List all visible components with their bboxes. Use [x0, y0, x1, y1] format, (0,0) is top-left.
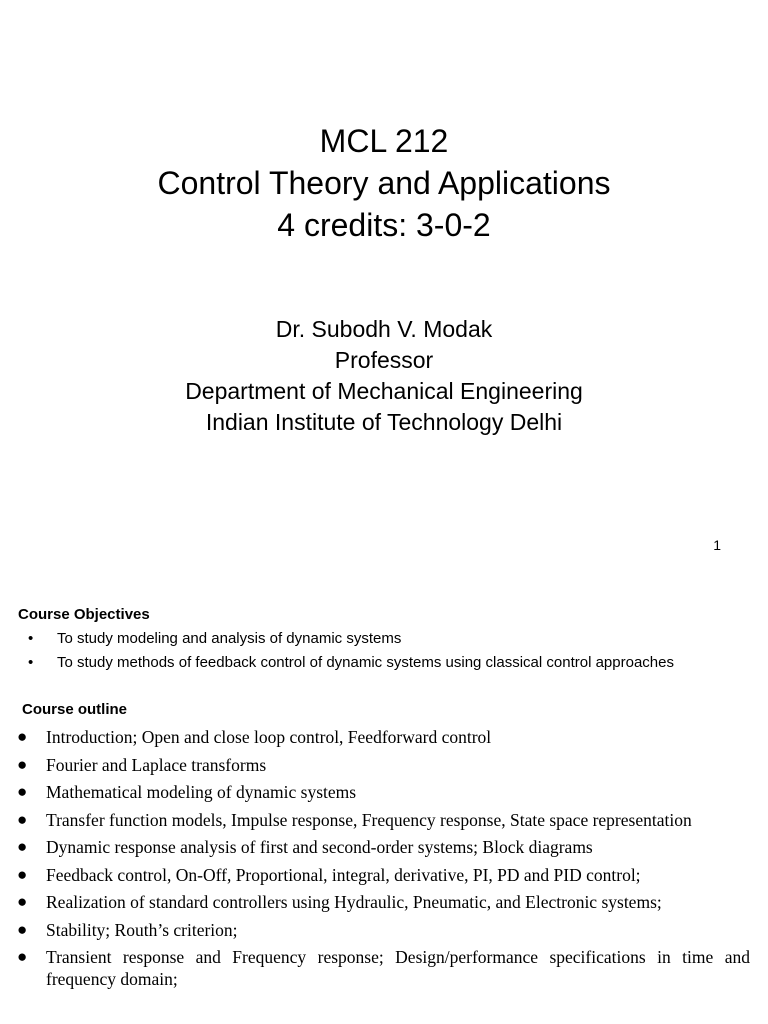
outline-text: Transient response and Frequency response; Design/performance specifications in time and frequency domain; [46, 947, 750, 989]
outline-item [0, 946, 768, 990]
bullet-icon: • [28, 654, 34, 671]
outline-item [0, 781, 768, 803]
outline-text: Dynamic response analysis of first and second-order systems; Block diagrams [46, 837, 593, 857]
outline-heading: Course outline [22, 701, 128, 718]
objective-text: To study modeling and analysis of dynamic systems [57, 630, 402, 647]
bullet-icon: ● [17, 892, 28, 911]
bullet-icon: ● [17, 837, 28, 856]
author-department: Department of Mechanical Engineering [185, 378, 583, 404]
bullet-icon: ● [17, 754, 28, 774]
outline-text: Introduction; Open and close loop control, Feedforward control [46, 727, 492, 747]
outline-item [0, 836, 768, 858]
objectives-list [0, 629, 768, 677]
bullet-icon: ● [17, 727, 28, 746]
course-name: Control Theory and Applications [157, 165, 611, 201]
outline-item [0, 919, 768, 941]
page-number: 1 [713, 537, 721, 553]
outline-item [0, 726, 768, 748]
outline-text: Stability; Routh’s criterion; [46, 919, 238, 940]
bullet-icon: ● [17, 864, 28, 884]
objectives-heading: Course Objectives [18, 606, 150, 623]
bullet-icon: ● [17, 782, 28, 801]
outline-text: Fourier and Laplace transforms [46, 754, 267, 775]
author-block [0, 314, 768, 438]
course-code: MCL 212 [319, 123, 449, 159]
outline-text: Mathematical modeling of dynamic systems [46, 782, 357, 802]
outline-text: Realization of standard controllers using Hydraulic, Pneumatic, and Electronic systems; [46, 892, 662, 912]
outline-item [0, 891, 768, 913]
bullet-icon: • [28, 630, 34, 647]
objective-item [0, 629, 768, 649]
outline-text: Feedback control, On-Off, Proportional, integral, derivative, PI, PD and PID control; [46, 864, 641, 885]
course-title-block [0, 120, 768, 246]
author-institute: Indian Institute of Technology Delhi [205, 409, 563, 435]
outline-text: Transfer function models, Impulse response, Frequency response, State space representation [46, 809, 692, 830]
author-position: Professor [334, 347, 434, 373]
course-credits: 4 credits: 3-0-2 [277, 207, 491, 243]
bullet-icon: ● [17, 919, 28, 939]
outline-item [0, 754, 768, 776]
objective-item [0, 653, 768, 673]
outline-item [0, 864, 768, 886]
bullet-icon: ● [17, 809, 28, 829]
author-name: Dr. Subodh V. Modak [275, 316, 493, 342]
outline-list [0, 726, 768, 996]
objective-text: To study methods of feedback control of dynamic systems using classical control approaches [57, 654, 674, 671]
bullet-icon: ● [17, 947, 28, 966]
outline-item [0, 809, 768, 831]
